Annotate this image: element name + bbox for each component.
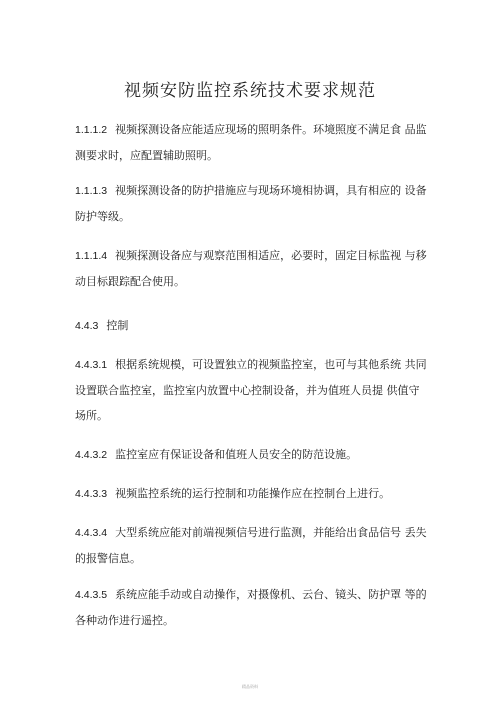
paragraph-text: 视频探测设备应能适应现场的照明条件。环境照度不满足食 品监 bbox=[115, 123, 427, 136]
paragraph-text: 测要求时，应配置辅助照明。 bbox=[75, 149, 218, 162]
paragraph-1-1-1-4 bbox=[75, 243, 430, 294]
paragraph-number: 4.4.3.4 bbox=[75, 527, 108, 539]
paragraph-4-4-3-4 bbox=[75, 520, 430, 571]
paragraph-text: 视频探测设备的防护措施应与现场环境相协调，具有相应的 设备 bbox=[115, 184, 427, 197]
paragraph-number: 1.1.1.4 bbox=[75, 250, 108, 262]
paragraph-number: 1.1.1.2 bbox=[75, 124, 108, 136]
paragraph-text: 各种动作进行遥控。 bbox=[75, 614, 174, 627]
paragraph-1-1-1-2 bbox=[75, 117, 430, 168]
paragraph-number: 4.4.3.3 bbox=[75, 488, 108, 500]
section-title: 控制 bbox=[106, 319, 129, 332]
paragraph-text: 系统应能手动或自动操作，对摄像机、云台、镜头、防护罩 等的 bbox=[115, 588, 427, 601]
document-title: 视频安防监控系统技术要求规范 bbox=[124, 81, 376, 101]
paragraph-number: 4.4.3.1 bbox=[75, 359, 108, 371]
paragraph-text: 设置联合监控室，监控室内放置中心控制设备，并为值班人员提 供值守 bbox=[75, 384, 420, 397]
paragraph-text: 根据系统规模，可设置独立的视频监控室，也可与其他系统 共同 bbox=[115, 358, 427, 371]
paragraph-4-4-3-1 bbox=[75, 352, 430, 428]
paragraph-text: 视频监控系统的运行控制和功能操作应在控制台上进行。 bbox=[115, 487, 391, 500]
paragraph-4-4-3-3 bbox=[75, 481, 430, 507]
paragraph-text: 监控室应有保证设备和值班人员安全的防范设施。 bbox=[115, 448, 358, 461]
page-footer: 精品资料 bbox=[242, 684, 258, 689]
paragraph-4-4-3-2 bbox=[75, 442, 430, 468]
paragraph-text: 场所。 bbox=[75, 409, 108, 422]
paragraph-1-1-1-3 bbox=[75, 178, 430, 229]
paragraph-number: 4.4.3.2 bbox=[75, 449, 108, 461]
paragraph-text: 的报警信息。 bbox=[75, 552, 141, 565]
section-number: 4.4.3 bbox=[75, 320, 99, 332]
paragraph-number: 4.4.3.5 bbox=[75, 589, 108, 601]
paragraph-text: 防护等级。 bbox=[75, 210, 130, 223]
paragraph-text: 大型系统应能对前端视频信号进行监测，并能给出食品信号 丢失 bbox=[115, 526, 427, 539]
paragraph-4-4-3-5 bbox=[75, 582, 430, 633]
paragraph-text: 动目标跟踪配合使用。 bbox=[75, 275, 185, 288]
paragraph-number: 1.1.1.3 bbox=[75, 185, 108, 197]
section-heading-4-4-3 bbox=[75, 313, 430, 339]
paragraph-text: 视频探测设备应与观察范围相适应，必要时，固定目标监视 与移 bbox=[115, 249, 427, 262]
